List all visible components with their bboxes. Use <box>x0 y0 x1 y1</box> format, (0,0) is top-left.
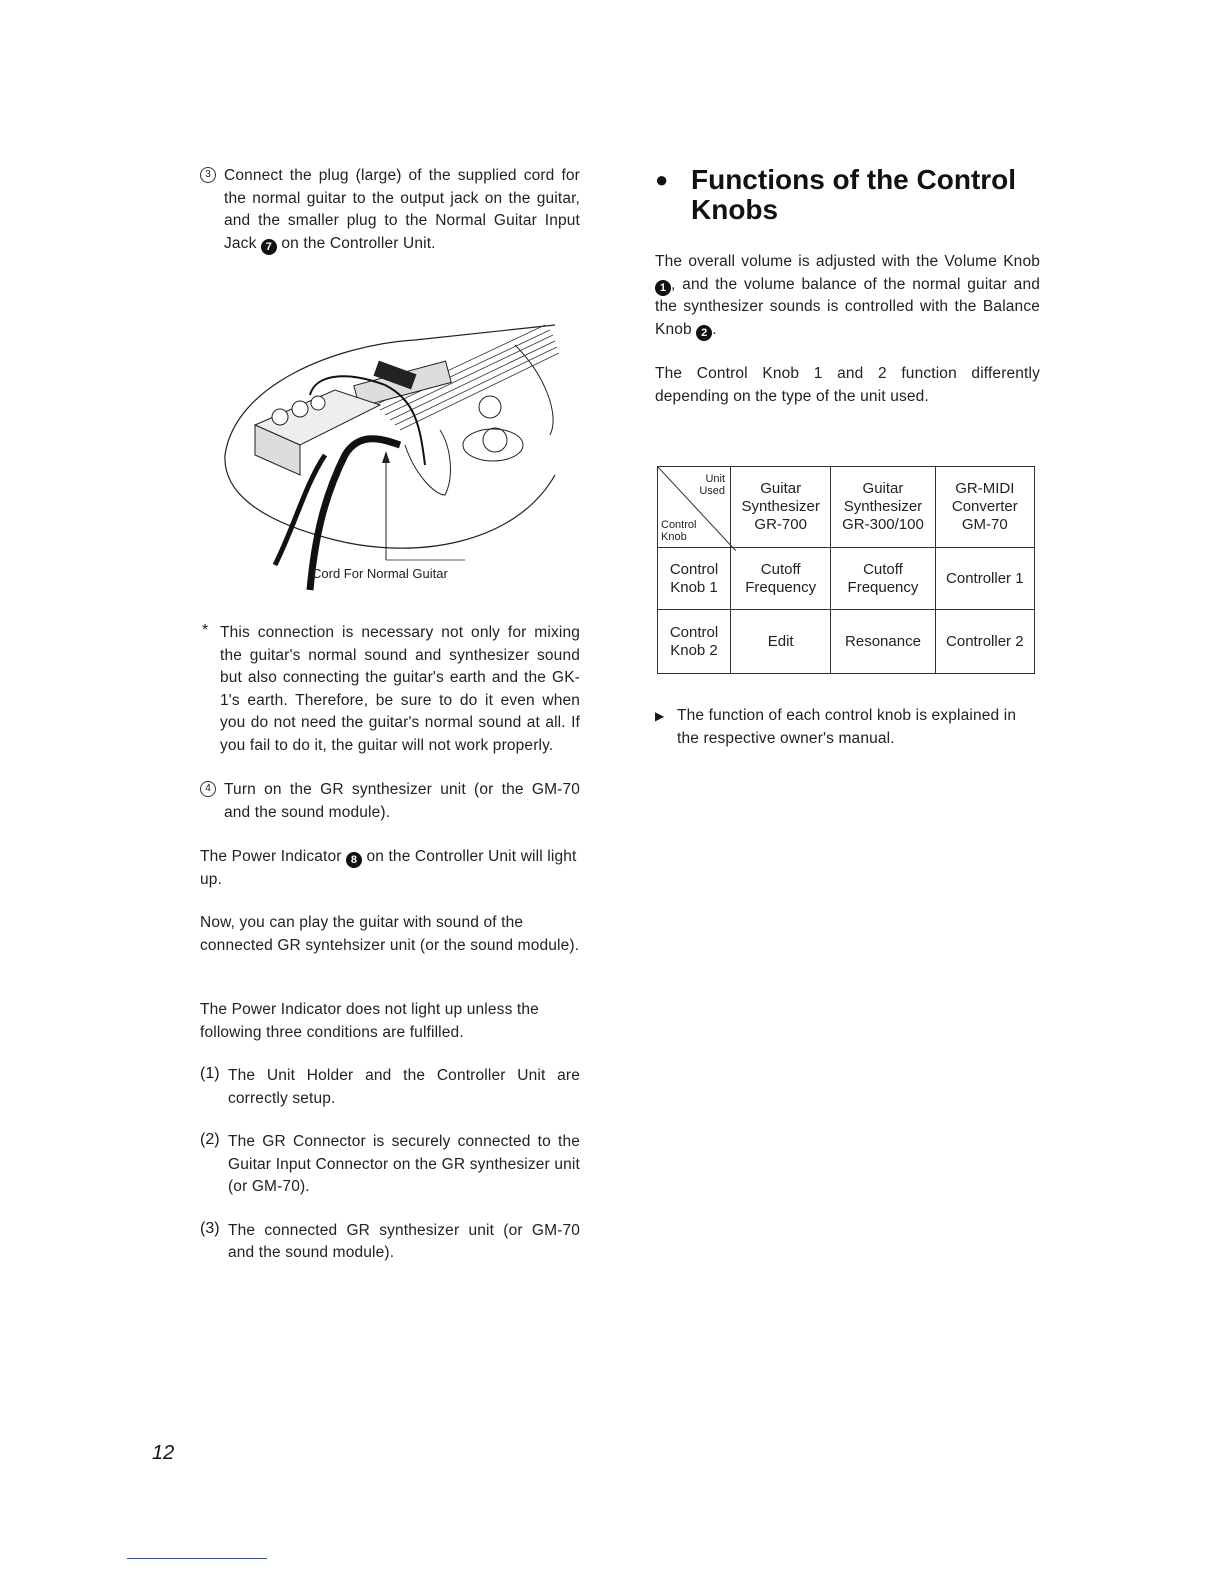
table-cell: Controller 1 <box>935 548 1034 610</box>
callout-badge: 7 <box>261 239 277 255</box>
callout-badge: 1 <box>655 280 671 296</box>
figure-caption: Cord For Normal Guitar <box>312 566 448 581</box>
triangle-bullet-icon: ▶ <box>655 709 665 723</box>
step-number: 3 <box>200 167 216 183</box>
right-column <box>655 165 1040 408</box>
section-heading: ● Functions of the Control Knobs <box>655 164 1017 225</box>
table-row <box>658 548 1035 610</box>
callout-badge: 8 <box>346 852 362 868</box>
callout-badge: 2 <box>696 325 712 341</box>
row-label-cell: Control Knob 1 <box>658 548 731 610</box>
table-cell: Cutoff Frequency <box>731 548 831 610</box>
play-paragraph: Now, you can play the guitar with sound of the connected GR syntehsizer unit (or the sound module). <box>200 914 580 954</box>
connection-note: * This connection is necessary not only for mixing the guitar's normal sound and synthesizer sound but also connecting the guitar's earth and the GK-1's earth. Therefore, be sure to do it even when you do not need the guitar's normal sound at all. If you fail to do it, the guitar will not work properly. <box>202 622 580 754</box>
page-number: 12 <box>152 1442 175 1464</box>
guitar-connection-illustration <box>215 305 565 595</box>
footer-rule <box>127 1558 267 1559</box>
table-header-cell: GR-MIDI Converter GM-70 <box>935 467 1034 548</box>
row-label-cell: Control Knob 2 <box>658 610 731 674</box>
step-3: 3 Connect the plug (large) of the supplied cord for the normal guitar to the output jack on the guitar, and the smaller plug to the Normal Guitar Input Jack 7 on the Controller Unit. <box>200 165 580 255</box>
volume-paragraph: The overall volume is adjusted with the Volume Knob 1 , and the volume balance of the normal guitar and the synthesizer sounds is controlled with the Balance Knob 2 . <box>655 253 1040 339</box>
left-column-lower <box>200 622 580 1265</box>
condition-item: (1) The Unit Holder and the Controller Unit are correctly setup. <box>200 1065 580 1107</box>
left-column <box>200 165 580 255</box>
table-cell: Controller 2 <box>935 610 1034 674</box>
owners-manual-note: ▶ The function of each control knob is explained in the respective owner's manual. <box>655 705 1040 750</box>
power-indicator-paragraph: The Power Indicator 8 on the Controller Unit will light up. <box>200 848 577 888</box>
table-cell: Cutoff Frequency <box>831 548 935 610</box>
control-knob-paragraph: The Control Knob 1 and 2 function differently depending on the type of the unit used. <box>655 365 1040 405</box>
table-cell: Edit <box>731 610 831 674</box>
table-header-row <box>658 467 1035 548</box>
heading-bullet-icon: ● <box>655 167 669 192</box>
table-header-cell: Guitar Synthesizer GR-700 <box>731 467 831 548</box>
step-number: 4 <box>200 781 216 797</box>
table-header-cell: Guitar Synthesizer GR-300/100 <box>831 467 935 548</box>
condition-item: (2) The GR Connector is securely connected to the Guitar Input Connector on the GR synthesizer unit (or GM-70). <box>200 1131 580 1195</box>
table-corner-cell: Unit Used Control Knob <box>658 467 731 548</box>
step-4: 4 Turn on the GR synthesizer unit (or the GM-70 and the sound module). <box>200 779 580 824</box>
condition-item: (3) The connected GR synthesizer unit (or GM-70 and the sound module). <box>200 1219 580 1261</box>
table-row <box>658 610 1035 674</box>
conditions-intro: The Power Indicator does not light up unless the following three conditions are fulfilled. <box>200 1001 539 1041</box>
table-cell: Resonance <box>831 610 935 674</box>
control-knob-table <box>657 466 1035 674</box>
